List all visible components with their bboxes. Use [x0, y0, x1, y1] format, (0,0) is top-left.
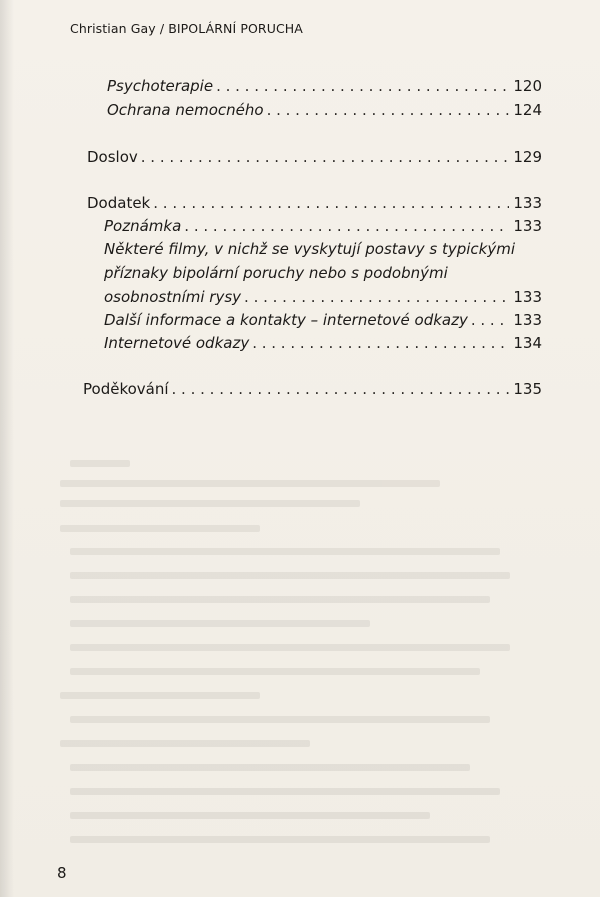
toc-entry-title: Internetové odkazy [104, 334, 250, 352]
toc-entry-title: Doslov [87, 148, 138, 166]
dot-leader [252, 333, 509, 353]
toc-entry-title: Další informace a kontakty – internetové odkazy [104, 311, 468, 329]
toc-entry-page: 124 [513, 101, 542, 119]
toc-entry-poznamka[interactable] [104, 216, 542, 236]
dot-leader [244, 287, 509, 307]
dot-leader [216, 76, 509, 96]
toc-entry-dodatek[interactable] [87, 193, 542, 213]
toc-entry-title: Psychoterapie [107, 77, 214, 95]
toc-entry-page: 133 [513, 311, 542, 329]
dot-leader [141, 147, 510, 167]
toc-entry-psychoterapie[interactable] [107, 76, 542, 96]
dot-leader [153, 193, 509, 213]
toc-entry-title: Dodatek [87, 194, 151, 212]
toc-entry-page: 133 [513, 194, 542, 212]
page-number: 8 [57, 864, 67, 882]
toc-entry-title: Poděkování [83, 380, 169, 398]
toc-entry-ochrana-nemocneho[interactable] [107, 100, 542, 120]
dot-leader [172, 379, 510, 399]
toc-entry-title: Poznámka [104, 217, 182, 235]
toc-entry-page: 134 [513, 334, 542, 352]
toc-entry-page: 120 [513, 77, 542, 95]
toc-entry-page: 135 [513, 380, 542, 398]
toc-entry-doslov[interactable] [87, 147, 542, 167]
toc-entry-filmy-line-1: Některé filmy, v nichž se vyskytují postavy s typickými [104, 240, 516, 258]
dot-leader [471, 310, 510, 330]
toc-entry-title: Ochrana nemocného [107, 101, 264, 119]
toc-entry-internetove-odkazy[interactable] [104, 333, 542, 353]
toc-entry-title: osobnostními rysy [104, 288, 242, 306]
toc-entry-podekovani[interactable] [83, 379, 542, 399]
running-head: Christian Gay / BIPOLÁRNÍ PORUCHA [70, 21, 303, 36]
toc-entry-dalsi-informace[interactable] [104, 310, 542, 330]
toc-entry-page: 129 [513, 148, 542, 166]
toc-entry-filmy[interactable] [104, 287, 542, 307]
dot-leader [267, 100, 510, 120]
toc-entry-page: 133 [513, 288, 542, 306]
dot-leader [184, 216, 509, 236]
toc-entry-page: 133 [513, 217, 542, 235]
toc-entry-filmy-line-2: příznaky bipolární poruchy nebo s podobnými [104, 264, 448, 282]
